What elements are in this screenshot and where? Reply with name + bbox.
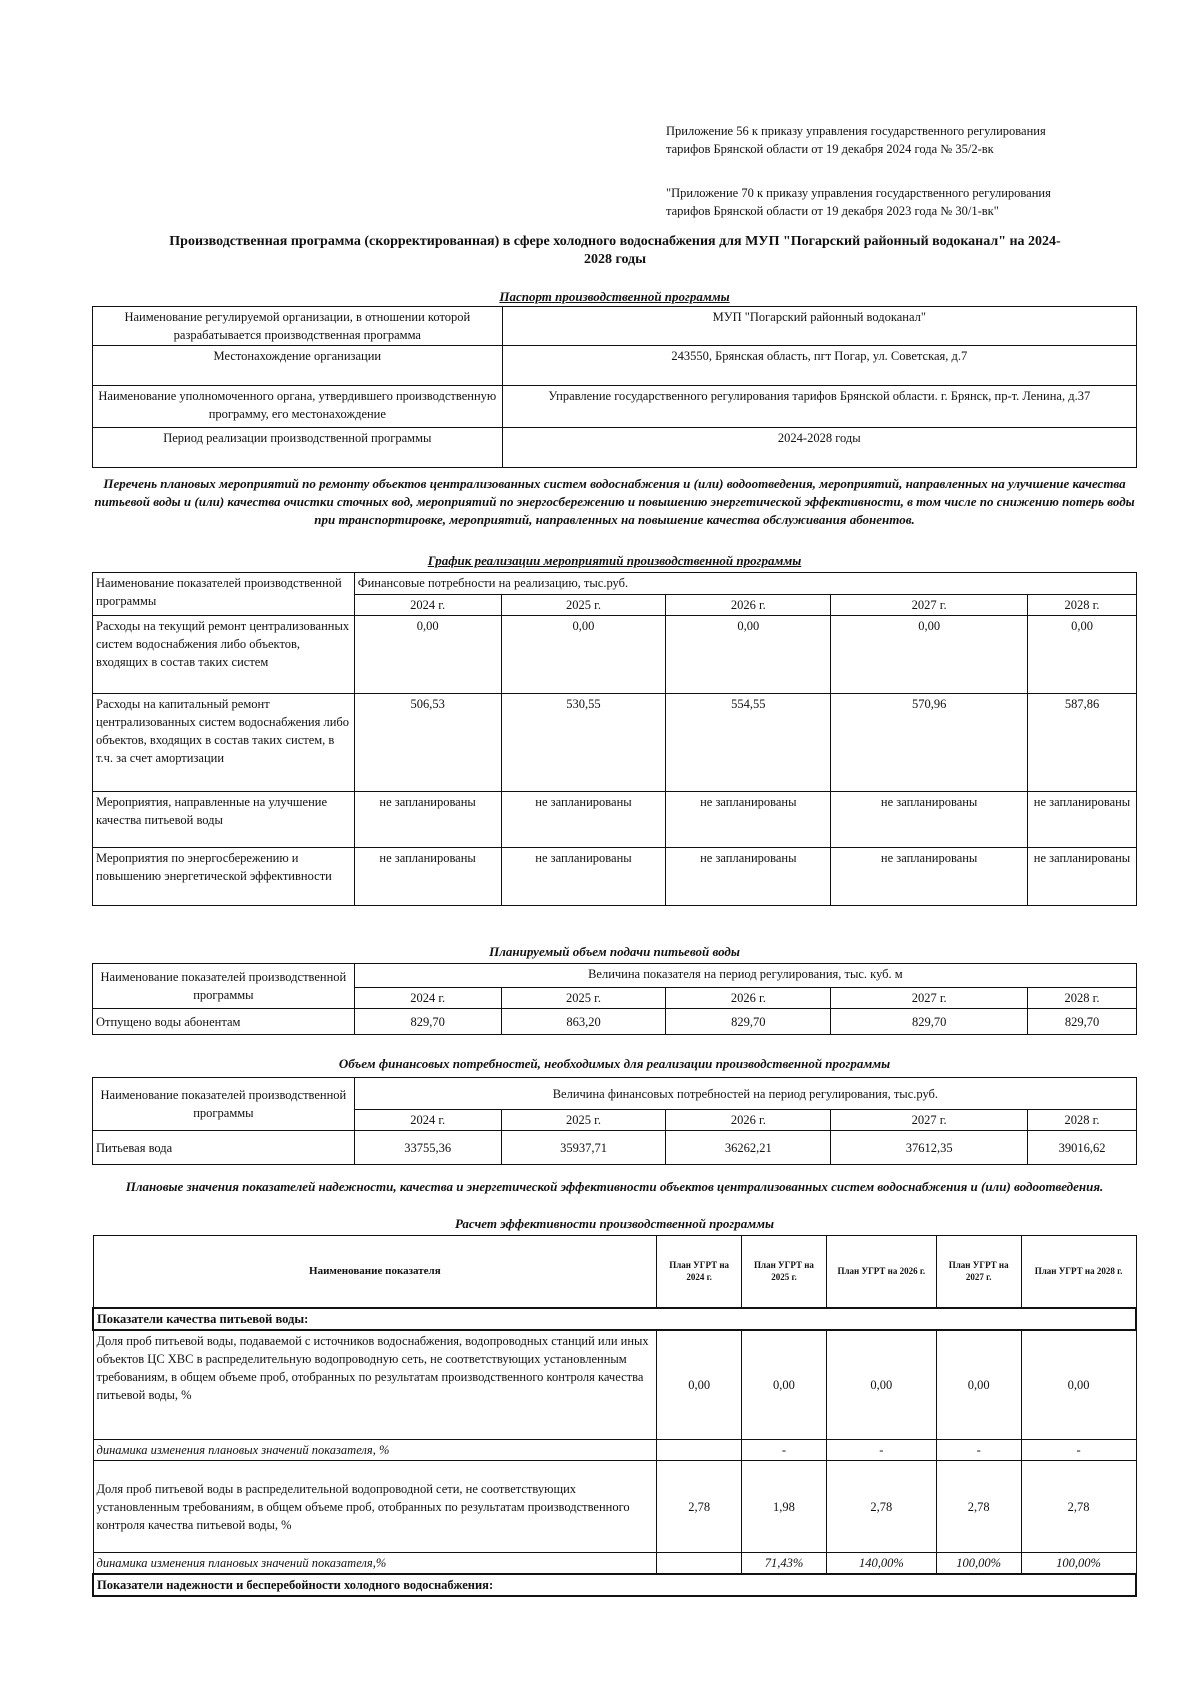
table-row [93, 386, 1137, 428]
row-label: Расходы на текущий ремонт централизованных систем водоснабжения либо объектов, входящих в состав таких систем [93, 616, 355, 694]
cell-value: 2,78 [826, 1461, 936, 1553]
plan-header: План УГРТ на 2028 г. [1021, 1236, 1136, 1308]
appendix-line: тарифов Брянской области от 19 декабря 2024 года № 35/2-вк [666, 142, 994, 156]
year-header: 2028 г. [1028, 595, 1137, 616]
cell-value: 587,86 [1028, 694, 1137, 792]
cell-value: 2,78 [657, 1461, 742, 1553]
passport-value: 2024-2028 годы [502, 428, 1136, 468]
table-row [93, 428, 1137, 468]
indicators-table [92, 1235, 1137, 1597]
cell-value: - [1021, 1440, 1136, 1461]
cell-value: 36262,21 [666, 1131, 831, 1165]
year-header: 2027 г. [831, 1110, 1028, 1131]
cell-value: 829,70 [831, 1009, 1028, 1035]
table-row [93, 1553, 1136, 1575]
year-header: 2026 г. [666, 1110, 831, 1131]
cell-value: 0,00 [1021, 1330, 1136, 1440]
column-header: Наименование показателей производственной программы [93, 1078, 355, 1131]
appendix-line: Приложение 56 к приказу управления государственного регулирования [666, 124, 1046, 138]
appendix-line: тарифов Брянской области от 19 декабря 2023 года № 30/1-вк" [666, 204, 999, 218]
document-title [100, 233, 1130, 269]
passport-label: Наименование уполномоченного органа, утвердившего производственную программу, его местонахождение [93, 386, 503, 428]
column-header: Наименование показателей производственной программы [93, 964, 355, 1009]
row-label: Доля проб питьевой воды в распределительной водопроводной сети, не соответствующих установленным требованиям, в общем объеме проб, отобранных по результатам производственного контроля качества питьевой воды, % [93, 1461, 657, 1553]
year-header: 2026 г. [666, 595, 831, 616]
cell-value: не запланированы [354, 792, 501, 848]
measures-caption: График реализации мероприятий производственной программы [427, 553, 802, 568]
cell-value: 100,00% [936, 1553, 1021, 1575]
cell-value: 0,00 [657, 1330, 742, 1440]
year-header: 2024 г. [354, 595, 501, 616]
indicators-caption: Расчет эффективности производственной программы [454, 1216, 775, 1231]
cell-value: 0,00 [501, 616, 666, 694]
cell-value: 100,00% [1021, 1553, 1136, 1575]
cell-value: 829,70 [666, 1009, 831, 1035]
plan-header: План УГРТ на 2025 г. [742, 1236, 827, 1308]
cell-value: - [826, 1440, 936, 1461]
cell-value: 33755,36 [354, 1131, 501, 1165]
table-row [93, 346, 1137, 386]
indicators-heading: Плановые значения показателей надежности, качества и энергетической эффективности объектов централизованных систем водоснабжения и (или) водоотведения. [125, 1179, 1104, 1194]
cell-value: 1,98 [742, 1461, 827, 1553]
year-header: 2028 г. [1028, 988, 1137, 1009]
row-label: Доля проб питьевой воды, подаваемой с источников водоснабжения, водопроводных станций или иных объектов ЦС ХВС в распределительную водопроводную сеть, не соответствующих установленным требованиям, в общем объеме проб, отобранных по результатам производственного контроля качества питьевой воды, % [93, 1330, 657, 1440]
table-row [93, 1131, 1137, 1165]
measures-table [92, 572, 1137, 906]
cell-value: 71,43% [742, 1553, 827, 1575]
cell-value: 530,55 [501, 694, 666, 792]
row-label: динамика изменения плановых значений показателя,% [93, 1553, 657, 1575]
row-label: Расходы на капитальный ремонт централизованных систем водоснабжения либо объектов, входящих в состав таких систем, в т.ч. за счет амортизации [93, 694, 355, 792]
cell-value: не запланированы [501, 792, 666, 848]
cell-value: 554,55 [666, 694, 831, 792]
supply-caption: Планируемый объем подачи питьевой воды [489, 944, 740, 959]
cell-value: 2,78 [936, 1461, 1021, 1553]
table-row [93, 1440, 1136, 1461]
table-header-row [93, 1078, 1137, 1110]
table-row [93, 307, 1137, 346]
passport-value: 243550, Брянская область, пгт Погар, ул. Советская, д.7 [502, 346, 1136, 386]
row-label: Питьевая вода [93, 1131, 355, 1165]
table-row [93, 792, 1137, 848]
table-row [93, 1461, 1136, 1553]
section-row [93, 1308, 1136, 1330]
passport-caption: Паспорт производственной программы [499, 289, 730, 304]
column-group-header: Величина показателя на период регулирования, тыс. куб. м [354, 964, 1136, 988]
cell-value: не запланированы [666, 848, 831, 906]
plan-header: План УГРТ на 2024 г. [657, 1236, 742, 1308]
table-header-row [93, 964, 1137, 988]
table-row [93, 848, 1137, 906]
document-title-line: Производственная программа (скорректированная) в сфере холодного водоснабжения для МУП "Погарский районный водоканал" на 2024- [169, 234, 1061, 249]
passport-value: Управление государственного регулирования тарифов Брянской области. г. Брянск, пр-т. Ленина, д.37 [502, 386, 1136, 428]
table-header-row [93, 573, 1137, 595]
cell-value: - [742, 1440, 827, 1461]
document-title-line: 2028 годы [583, 252, 647, 267]
cell-value: 829,70 [1028, 1009, 1137, 1035]
cell-value: 0,00 [742, 1330, 827, 1440]
passport-label: Наименование регулируемой организации, в отношении которой разрабатывается производственная программа [93, 307, 503, 346]
column-header: Наименование показателя [93, 1236, 657, 1308]
cell-value: не запланированы [1028, 792, 1137, 848]
cell-value [657, 1553, 742, 1575]
cell-value: 0,00 [1028, 616, 1137, 694]
year-header: 2027 г. [831, 988, 1028, 1009]
passport-table [92, 306, 1137, 468]
plan-header: План УГРТ на 2026 г. [826, 1236, 936, 1308]
cell-value: не запланированы [831, 848, 1028, 906]
passport-label: Местонахождение организации [93, 346, 503, 386]
cell-value: не запланированы [354, 848, 501, 906]
cell-value: не запланированы [1028, 848, 1137, 906]
cell-value: 0,00 [936, 1330, 1021, 1440]
year-header: 2024 г. [354, 988, 501, 1009]
table-row [93, 1330, 1136, 1440]
cell-value: не запланированы [831, 792, 1028, 848]
cell-value: 0,00 [831, 616, 1028, 694]
cell-value: 506,53 [354, 694, 501, 792]
measures-heading: Перечень плановых мероприятий по ремонту объектов централизованных систем водоснабжения и (или) водоотведения, мероприятий, направленных на улучшение качества питьевой воды и (или) качества очистки сточных вод, мероприятий по энергосбережению и повышению энергетической эффективности, в том числе по снижению потерь воды при транспортировке, мероприятий, направленных на повышение качества обслуживания абонентов. [94, 476, 1135, 527]
year-header: 2025 г. [501, 595, 666, 616]
row-label: Мероприятия, направленные на улучшение качества питьевой воды [93, 792, 355, 848]
finance-caption: Объем финансовых потребностей, необходимых для реализации производственной программы [338, 1056, 891, 1071]
table-row [93, 1009, 1137, 1035]
cell-value: 35937,71 [501, 1131, 666, 1165]
cell-value: 570,96 [831, 694, 1028, 792]
cell-value: 0,00 [826, 1330, 936, 1440]
year-header: 2025 г. [501, 1110, 666, 1131]
cell-value: 140,00% [826, 1553, 936, 1575]
appendix-line: "Приложение 70 к приказу управления государственного регулирования [666, 186, 1051, 200]
cell-value: 39016,62 [1028, 1131, 1137, 1165]
year-header: 2025 г. [501, 988, 666, 1009]
column-header: Наименование показателей производственной программы [93, 573, 355, 616]
cell-value: 37612,35 [831, 1131, 1028, 1165]
cell-value: 863,20 [501, 1009, 666, 1035]
column-group-header: Величина финансовых потребностей на период регулирования, тыс.руб. [354, 1078, 1136, 1110]
cell-value: 2,78 [1021, 1461, 1136, 1553]
passport-value: МУП "Погарский районный водоканал" [502, 307, 1136, 346]
table-row [93, 616, 1137, 694]
section-row [93, 1574, 1136, 1596]
year-header: 2026 г. [666, 988, 831, 1009]
finance-table [92, 1077, 1137, 1165]
column-group-header: Финансовые потребности на реализацию, тыс.руб. [354, 573, 1136, 595]
table-row [93, 694, 1137, 792]
row-label: Отпущено воды абонентам [93, 1009, 355, 1035]
year-header: 2024 г. [354, 1110, 501, 1131]
cell-value: не запланированы [666, 792, 831, 848]
supply-table [92, 963, 1137, 1035]
year-header: 2028 г. [1028, 1110, 1137, 1131]
passport-label: Период реализации производственной программы [93, 428, 503, 468]
year-header: 2027 г. [831, 595, 1028, 616]
cell-value [657, 1440, 742, 1461]
cell-value: 829,70 [354, 1009, 501, 1035]
section-heading: Показатели надежности и бесперебойности холодного водоснабжения: [93, 1574, 1136, 1596]
section-heading: Показатели качества питьевой воды: [93, 1308, 1136, 1330]
cell-value: не запланированы [501, 848, 666, 906]
cell-value: 0,00 [666, 616, 831, 694]
table-header-row [93, 1236, 1136, 1308]
plan-header: План УГРТ на 2027 г. [936, 1236, 1021, 1308]
row-label: Мероприятия по энергосбережению и повышению энергетической эффективности [93, 848, 355, 906]
appendix-note-previous [666, 184, 1126, 220]
row-label: динамика изменения плановых значений показателя, % [93, 1440, 657, 1461]
appendix-note-current [666, 122, 1126, 158]
cell-value: - [936, 1440, 1021, 1461]
cell-value: 0,00 [354, 616, 501, 694]
